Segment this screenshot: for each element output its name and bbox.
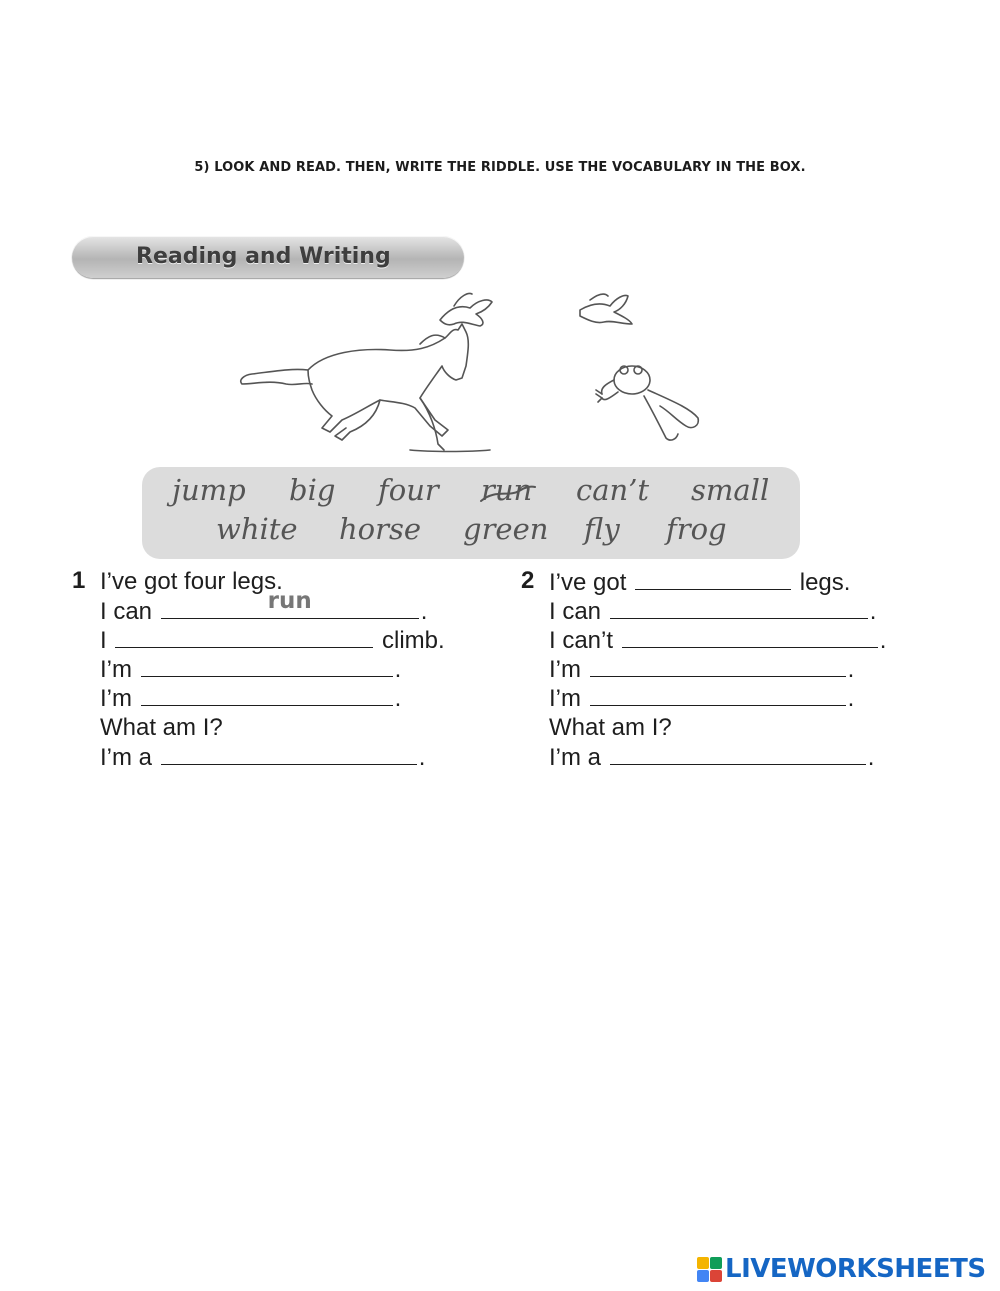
riddle-2-blank-2[interactable] [610,596,868,619]
riddle-2-line-1-prefix: I’ve got [549,569,627,596]
riddle-1-blank-4[interactable] [141,654,393,677]
riddle-1-line-4-prefix: I’m [100,656,132,683]
vocab-word-white: white [216,512,298,546]
bird-left-drawing [440,294,492,327]
riddle-1 [72,567,492,777]
riddle-1-blank-3[interactable] [115,625,373,648]
vocab-word-cant: can’t [576,473,650,507]
riddle-2-line-5-prefix: I’m [549,685,581,712]
riddle-2-line-3-prefix: I can’t [549,627,614,654]
riddle-1-line-3-suffix: climb. [382,627,445,654]
riddle-1-line-3-prefix: I [100,627,107,654]
logo-blocks-icon [697,1257,723,1283]
riddle-1-blank-5[interactable] [141,683,393,706]
period: . [847,656,855,683]
vocab-word-fly: fly [584,512,620,546]
period: . [394,656,402,683]
period: . [420,598,428,625]
vocab-word-jump: jump [172,473,246,507]
riddle-2-number: 2 [521,567,535,594]
riddle-1-line-2-prefix: I can [100,598,153,625]
riddle-2-line-1-suffix: legs. [799,569,851,596]
instruction-text: 5) LOOK AND READ. THEN, WRITE THE RIDDLE. USE THE VOCABULARY IN THE BOX. [194,160,806,175]
riddle-1-number: 1 [72,567,86,594]
riddle-1-line-5-prefix: I’m [100,685,132,712]
vocab-word-horse: horse [339,512,422,546]
period: . [867,744,875,771]
vocabulary-box [142,467,800,559]
period: . [879,627,887,654]
horse-drawing [241,324,490,452]
period: . [847,685,855,712]
period: . [869,598,877,625]
vocab-word-four: four [378,473,439,507]
riddle-2-line-2-prefix: I can [549,598,602,625]
vocab-word-frog: frog [666,512,727,546]
vocab-word-run: run [481,473,533,507]
bird-right-drawing [580,294,632,324]
riddle-2 [521,567,961,777]
logo-text: LIVEWORKSHEETS [725,1254,986,1284]
riddle-1-question: What am I? [100,714,223,741]
riddle-2-blank-5[interactable] [590,683,846,706]
riddle-1-line-7-prefix: I’m a [100,744,153,771]
riddle-2-blank-3[interactable] [622,625,878,648]
period: . [394,685,402,712]
section-title: Reading and Writing [136,244,391,269]
riddle-2-line-7-prefix: I’m a [549,744,602,771]
vocab-word-green: green [463,512,549,546]
period: . [418,744,426,771]
animals-illustration [230,280,750,465]
riddle-1-line-1: I’ve got four legs. [100,568,283,595]
riddle-2-blank-7[interactable] [610,742,866,765]
riddle-1-answer-2: run [267,588,312,614]
riddle-1-blank-2[interactable] [161,588,419,619]
riddle-2-blank-1[interactable] [635,567,791,590]
riddle-2-question: What am I? [549,714,672,741]
riddle-2-blank-4[interactable] [590,654,846,677]
liveworksheets-logo [697,1254,997,1286]
section-banner [72,236,464,278]
riddle-1-blank-7[interactable] [161,742,417,765]
frog-drawing [596,366,698,440]
vocab-word-small: small [691,473,770,507]
riddle-2-line-4-prefix: I’m [549,656,581,683]
vocab-word-big: big [289,473,336,507]
